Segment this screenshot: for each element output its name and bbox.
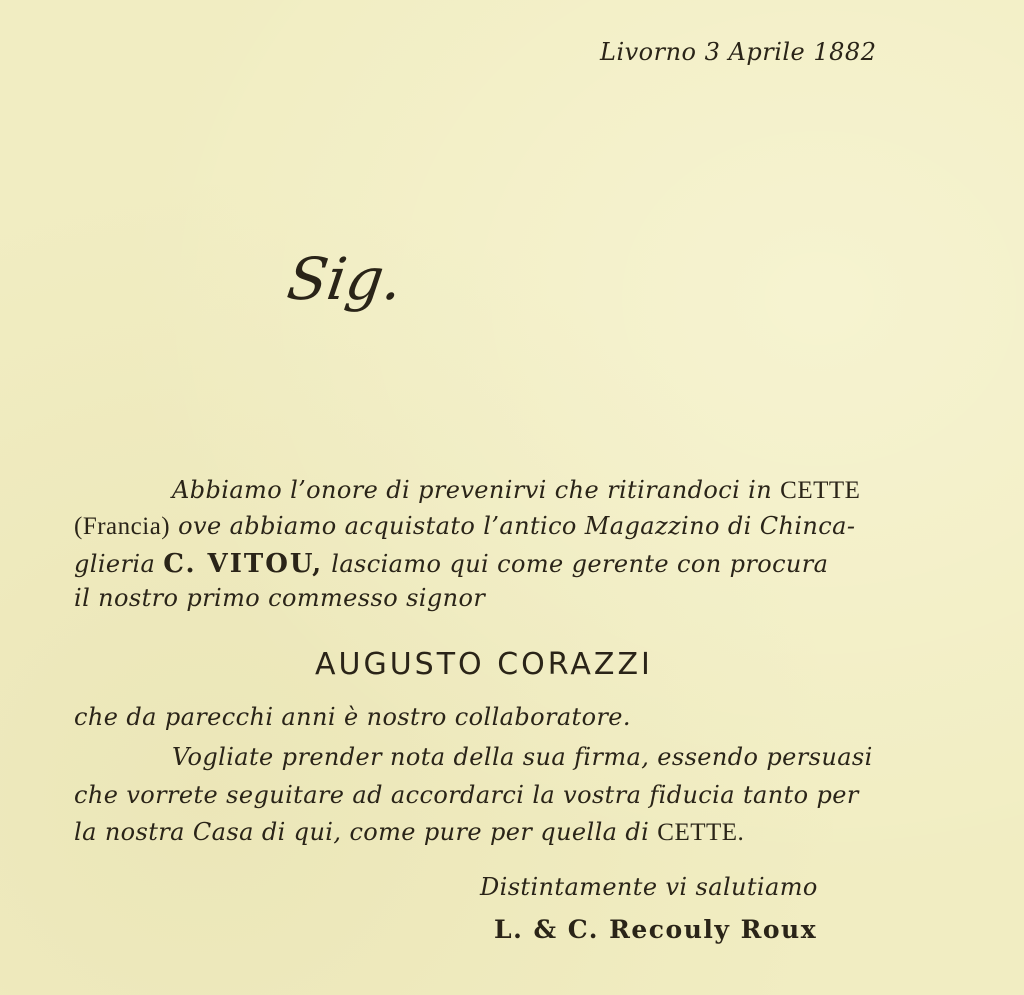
text-fragment: ove abbiamo acquistato l’antico Magazzino di Chinca- xyxy=(170,512,856,540)
text-fragment: glieria xyxy=(74,550,164,578)
paragraph-1-line-4: il nostro primo commesso signor xyxy=(74,584,486,612)
paragraph-1-line-3 xyxy=(74,551,828,577)
paragraph-2-line-3: che vorrete seguitare ad accordarci la vostra fiducia tanto per xyxy=(74,781,859,809)
salutation: Sig. xyxy=(283,245,407,313)
signature: L. & C. Recouly Roux xyxy=(494,915,818,944)
employee-name: AUGUSTO CORAZZI xyxy=(315,647,653,682)
paragraph-2-line-4 xyxy=(74,820,744,845)
paragraph-1-line-2 xyxy=(74,514,855,539)
paragraph-1-line-1 xyxy=(172,478,860,503)
place-name: CETTE xyxy=(780,477,861,504)
country-name: (Francia) xyxy=(74,513,171,540)
text-fragment: la nostra Casa di qui, come pure per quella di xyxy=(74,818,658,846)
place-name: CETTE. xyxy=(657,819,745,846)
firm-name: C. VITOU, xyxy=(163,549,324,579)
letter-date: Livorno 3 Aprile 1882 xyxy=(600,38,877,66)
text-fragment: lasciamo qui come gerente con procura xyxy=(323,550,829,578)
paragraph-2-line-2: Vogliate prender nota della sua firma, essendo persuasi xyxy=(172,743,873,771)
text-fragment: Abbiamo l’onore di prevenirvi che ritirandoci in xyxy=(172,476,781,504)
closing-line: Distintamente vi salutiamo xyxy=(480,873,818,901)
paragraph-2-line-1: che da parecchi anni è nostro collaboratore. xyxy=(74,703,631,731)
